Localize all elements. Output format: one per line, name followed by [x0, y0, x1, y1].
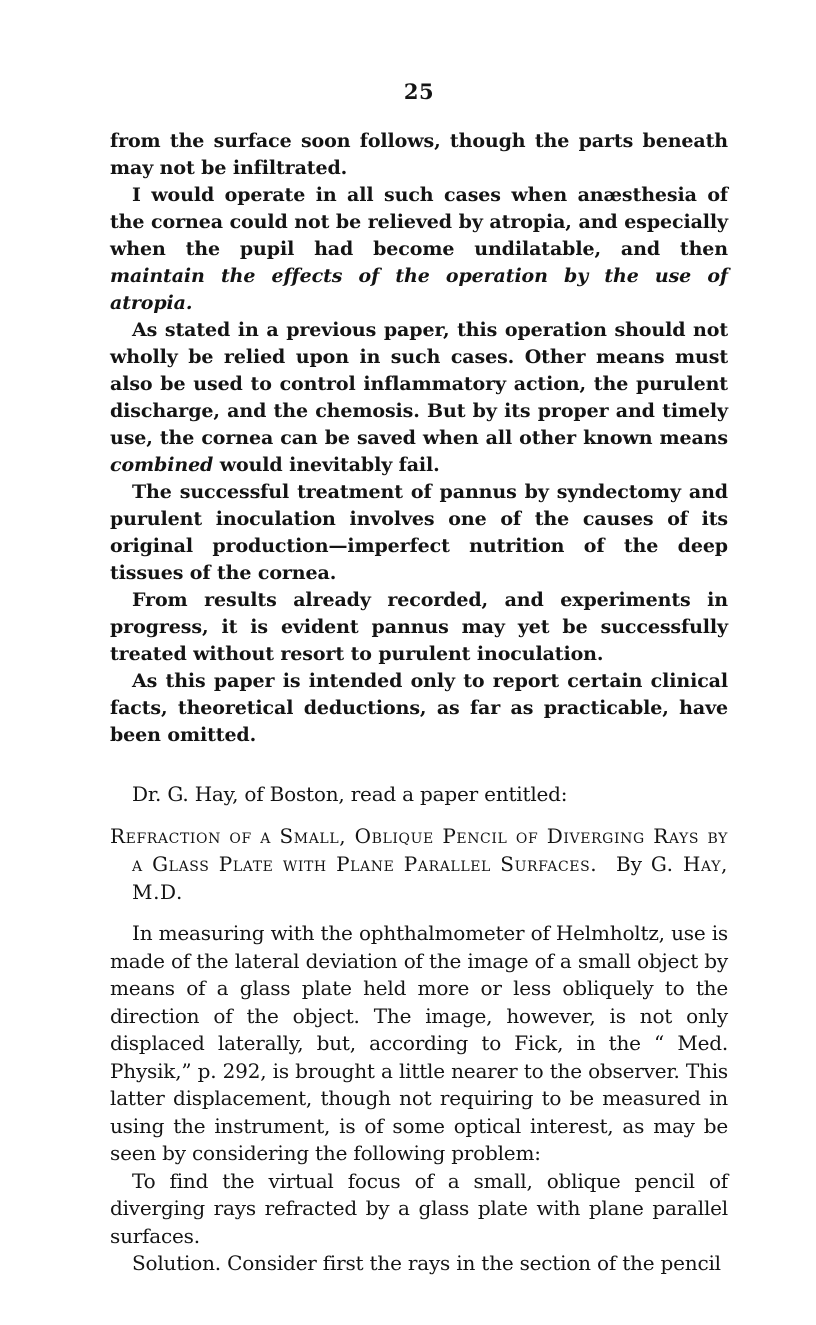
body-paragraph-1: In measuring with the ophthalmometer of Helmholtz, use is made of the lateral deviation of the image of a small object by means of a glass plate held more or less obliquely to the direction of the object. The image, however, is not only displaced laterally, but, according to Fick, in the “ Med. Physik,” p. 292, is brought a little nearer to the observer. This latter displacement, though not requiring to be measured in using the instrument, is of some optical interest, as may be seen by considering the following problem:	[110, 921, 728, 1165]
paragraph-5-text: From results already recorded, and experiments in progress, it is evident pannus may yet be successfully treated without resort to purulent inoculation.	[110, 589, 728, 665]
paragraph-1-text: from the surface soon follows, though the parts beneath may not be infiltrated.	[110, 130, 728, 179]
paragraph-3	[110, 317, 728, 479]
byline-author: G. Hay, M.D.	[132, 852, 729, 904]
paragraph-3-text-end: would inevitably fail.	[213, 454, 440, 476]
article-title	[110, 822, 728, 906]
paragraph-2	[110, 182, 728, 317]
body-paragraph-2: To find the virtual focus of a small, oblique pencil of diverging rays refracted by a glass plate with plane parallel surfaces.	[110, 1168, 728, 1248]
paragraph-2-italic-text: maintain the effects of the operation by the use of atropia.	[110, 265, 728, 314]
intro-line: Dr. G. Hay, of Boston, read a paper entitled:	[132, 782, 568, 806]
article-title-text: Refraction of a Small, Oblique Pencil of Diverging Rays by a Glass Plate with Plane Parallel Surfaces.	[110, 824, 728, 876]
page-number: 25	[403, 79, 435, 104]
bold-text-section	[110, 128, 728, 749]
paragraph-4-text: The successful treatment of pannus by syndectomy and purulent inoculation involves one of the causes of its original production—imperfect nutrition of the deep tissues of the cornea.	[110, 481, 728, 584]
paragraph-3-text: As stated in a previous paper, this operation should not wholly be relied upon in such cases. Other means must also be used to control inflammatory action, the purulent discharge, and the chemosis. But by its proper and timely use, the cornea can be saved when all other known means	[110, 319, 728, 449]
paragraph-6	[110, 668, 728, 749]
plain-text-section	[110, 780, 728, 1278]
paragraph-1	[110, 128, 728, 182]
paragraph-3-italic-text: combined	[110, 454, 214, 476]
byline-prefix: By	[616, 852, 643, 876]
document-page	[110, 78, 728, 1278]
paragraph-6-text: As this paper is intended only to report certain clinical facts, theoretical deductions, as far as practicable, have been omitted.	[110, 670, 728, 746]
paragraph-2-text: I would operate in all such cases when anæsthesia of the cornea could not be relieved by atropia, and especially when the pupil had become undilatable, and then	[110, 184, 728, 260]
body-paragraph-3: Solution. Consider first the rays in the section of the pencil	[132, 1251, 721, 1275]
paragraph-4	[110, 479, 728, 587]
paragraph-5	[110, 587, 728, 668]
body-text	[110, 920, 728, 1278]
